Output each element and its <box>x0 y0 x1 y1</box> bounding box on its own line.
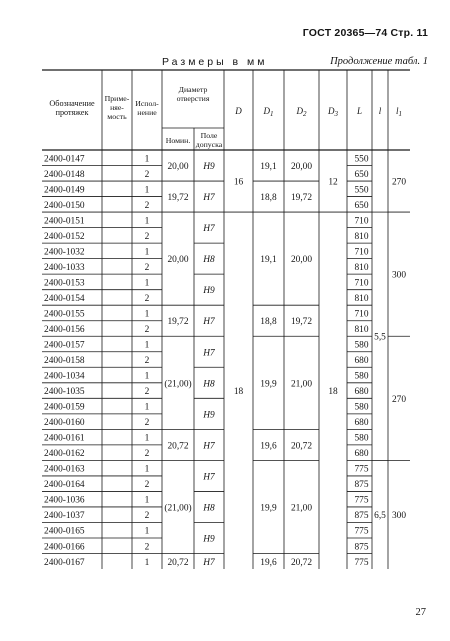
row-L: 775 <box>354 557 369 568</box>
col-applicability: мость <box>107 112 127 121</box>
row-L: 775 <box>354 495 369 506</box>
row-L: 550 <box>354 185 369 196</box>
D3-value: 18 <box>328 387 338 398</box>
D2-value: 21,00 <box>290 503 313 514</box>
row-version: 1 <box>144 526 150 537</box>
row-designation: 2400-0150 <box>44 200 85 211</box>
D1-value: 18,8 <box>260 193 277 204</box>
D1-value: 19,1 <box>260 255 277 266</box>
D1-value: 19,9 <box>260 503 277 514</box>
col-designation: Обозначение <box>49 99 95 108</box>
col-D2: $D_2$ <box>296 106 307 118</box>
row-version: 1 <box>144 247 150 258</box>
row-designation: 2400-0156 <box>44 324 85 335</box>
col-L: L <box>356 106 363 116</box>
l1-value: 270 <box>391 394 407 405</box>
row-designation: 2400-1033 <box>44 262 85 273</box>
row-designation: 2400-0152 <box>44 231 85 242</box>
gost-header: ГОСТ 20365—74 Стр. 11 <box>302 27 428 39</box>
col-l: l <box>378 106 382 116</box>
row-version: 1 <box>144 402 150 413</box>
row-designation: 2400-0151 <box>44 216 85 227</box>
row-designation: 2400-0149 <box>44 185 85 196</box>
row-designation: 2400-0164 <box>44 480 85 491</box>
row-version: 1 <box>144 185 150 196</box>
row-version: 1 <box>144 154 150 165</box>
nominal-value: (21,00) <box>164 379 192 390</box>
table-body <box>44 154 406 568</box>
row-version: 1 <box>144 216 150 227</box>
col-tolerance: допуска <box>195 140 223 149</box>
col-tolerance: Поле <box>200 131 218 140</box>
row-version: 2 <box>144 542 150 553</box>
D-value: 18 <box>233 387 244 398</box>
row-L: 710 <box>354 278 369 289</box>
row-version: 1 <box>144 371 150 382</box>
row-L: 680 <box>354 449 369 460</box>
tolerance-value: H7 <box>203 348 215 359</box>
col-D1: $D_1$ <box>263 106 274 118</box>
row-L: 680 <box>354 418 369 429</box>
D2-value: 20,72 <box>290 557 313 568</box>
col-D3: $D_3$ <box>328 106 338 118</box>
D3-value: 12 <box>328 177 338 188</box>
row-version: 2 <box>144 231 150 242</box>
D1-value: 19,9 <box>260 379 277 390</box>
table-grid <box>42 70 410 569</box>
row-L: 710 <box>354 309 369 320</box>
D2-value: 19,72 <box>290 193 313 204</box>
D1-value: 19,1 <box>260 162 277 173</box>
tolerance-value: H9 <box>203 410 215 421</box>
row-version: 1 <box>144 340 150 351</box>
col-version: Испол- <box>135 99 159 108</box>
nominal-value: 20,00 <box>167 162 189 173</box>
row-L: 710 <box>354 216 369 227</box>
row-designation: 2400-1035 <box>44 387 85 398</box>
col-diameter-group: отверстия <box>176 94 210 103</box>
row-version: 1 <box>144 309 150 320</box>
nominal-value: 20,72 <box>167 441 189 452</box>
row-L: 650 <box>354 169 369 180</box>
row-version: 2 <box>144 387 150 398</box>
l1-value: 300 <box>391 270 407 281</box>
row-designation: 2400-0161 <box>44 433 85 444</box>
nominal-value: 20,72 <box>167 557 189 568</box>
col-designation: протяжек <box>55 108 89 117</box>
tolerance-value: H9 <box>203 162 215 173</box>
D1-value: 19,6 <box>260 441 277 452</box>
tolerance-value: H8 <box>203 503 215 514</box>
tolerance-value: H9 <box>203 286 215 297</box>
row-designation: 2400-1034 <box>44 371 85 382</box>
tolerance-value: H7 <box>203 441 215 452</box>
l1-value: 270 <box>391 177 407 188</box>
tolerance-value: H7 <box>203 317 215 328</box>
row-L: 875 <box>354 511 369 522</box>
row-version: 2 <box>144 511 150 522</box>
row-L: 875 <box>354 542 369 553</box>
col-applicability: няе- <box>110 103 124 112</box>
row-designation: 2400-0159 <box>44 402 85 413</box>
tolerance-value: H8 <box>203 379 215 390</box>
row-version: 1 <box>144 433 150 444</box>
row-version: 2 <box>144 293 150 304</box>
row-designation: 2400-0155 <box>44 309 85 320</box>
row-L: 775 <box>354 464 369 475</box>
row-L: 680 <box>354 387 369 398</box>
tolerance-value: H7 <box>203 224 215 235</box>
row-version: 1 <box>144 464 150 475</box>
row-L: 775 <box>354 526 369 537</box>
row-version: 1 <box>144 557 150 568</box>
row-L: 580 <box>354 371 369 382</box>
row-designation: 2400-0162 <box>44 449 85 460</box>
row-version: 2 <box>144 324 150 335</box>
tolerance-value: H8 <box>203 255 215 266</box>
row-L: 650 <box>354 200 369 211</box>
l1-value: 300 <box>391 511 407 522</box>
nominal-value: 19,72 <box>167 193 189 204</box>
row-version: 1 <box>144 495 150 506</box>
row-version: 1 <box>144 278 150 289</box>
page-number: 27 <box>415 607 426 618</box>
row-version: 2 <box>144 262 150 273</box>
D2-value: 20,00 <box>290 255 313 266</box>
dimensions-title: Размеры в мм <box>162 56 268 68</box>
col-applicability: Приме- <box>104 94 130 103</box>
row-L: 680 <box>354 356 369 367</box>
row-L: 810 <box>354 262 369 273</box>
row-L: 810 <box>354 293 369 304</box>
row-designation: 2400-1037 <box>44 511 85 522</box>
D2-value: 20,72 <box>290 441 313 452</box>
D2-value: 19,72 <box>290 317 313 328</box>
row-designation: 2400-0148 <box>44 169 85 180</box>
col-nominal: Номин. <box>165 136 191 145</box>
row-version: 2 <box>144 200 150 211</box>
col-version: нение <box>137 108 157 117</box>
tolerance-value: H7 <box>203 557 215 568</box>
row-L: 580 <box>354 433 369 444</box>
row-designation: 2400-1036 <box>44 495 85 506</box>
continuation-label: Продолжение табл. 1 <box>330 56 428 67</box>
row-version: 2 <box>144 356 150 367</box>
l-value: 5,5 <box>374 332 386 343</box>
D-value: 16 <box>233 177 244 188</box>
D1-value: 18,8 <box>260 317 277 328</box>
col-l1: $l_1$ <box>395 106 403 118</box>
row-L: 810 <box>354 231 369 242</box>
nominal-value: (21,00) <box>164 503 192 514</box>
nominal-value: 19,72 <box>167 317 189 328</box>
nominal-value: 20,00 <box>167 255 189 266</box>
row-designation: 2400-0147 <box>44 154 85 165</box>
row-L: 810 <box>354 324 369 335</box>
row-version: 2 <box>144 449 150 460</box>
col-D: D <box>235 106 242 116</box>
tolerance-value: H7 <box>203 193 215 204</box>
row-designation: 2400-0153 <box>44 278 85 289</box>
D1-value: 19,6 <box>260 557 277 568</box>
tolerance-value: H7 <box>203 472 215 483</box>
row-designation: 2400-0165 <box>44 526 85 537</box>
row-designation: 2400-0160 <box>44 418 85 429</box>
row-L: 580 <box>354 402 369 413</box>
col-diameter-group: Диаметр <box>178 85 208 94</box>
row-designation: 2400-0163 <box>44 464 85 475</box>
D2-value: 20,00 <box>290 162 313 173</box>
row-version: 2 <box>144 418 150 429</box>
row-designation: 2400-1032 <box>44 247 85 258</box>
D2-value: 21,00 <box>290 379 313 390</box>
row-L: 875 <box>354 480 369 491</box>
row-designation: 2400-0158 <box>44 356 85 367</box>
row-version: 2 <box>144 480 150 491</box>
row-designation: 2400-0154 <box>44 293 85 304</box>
row-L: 580 <box>354 340 369 351</box>
l-value: 6,5 <box>374 511 386 522</box>
row-designation: 2400-0157 <box>44 340 85 351</box>
row-version: 2 <box>144 169 150 180</box>
table-header <box>49 85 402 149</box>
row-L: 710 <box>354 247 369 258</box>
row-L: 550 <box>354 154 369 165</box>
row-designation: 2400-0167 <box>44 557 85 568</box>
row-designation: 2400-0166 <box>44 542 85 553</box>
tolerance-value: H9 <box>203 534 215 545</box>
